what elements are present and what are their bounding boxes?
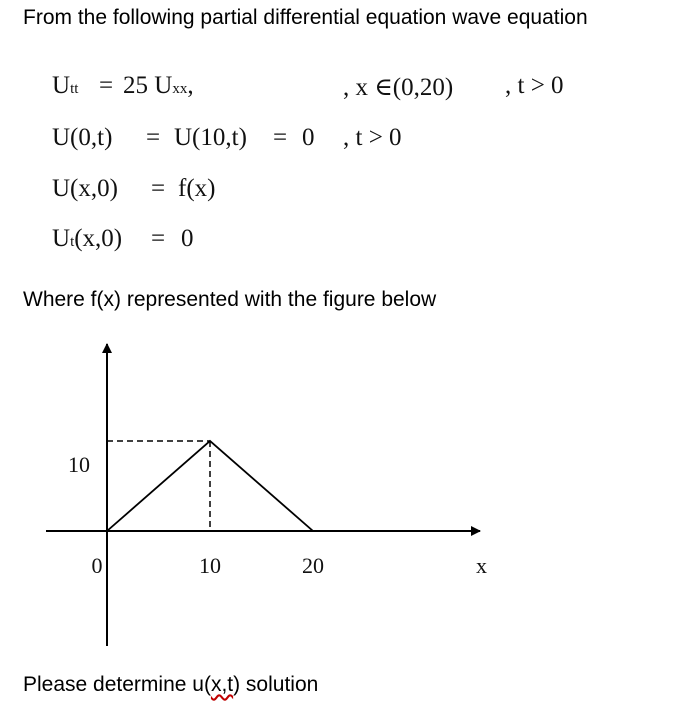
equation-4-op: =: [151, 225, 166, 252]
equation-3-op: =: [151, 175, 166, 202]
equation-2-rhs: 0: [302, 124, 315, 151]
equation-3-rhs: f(x): [178, 175, 216, 202]
equation-1-rhs: 25 Uxx,: [123, 72, 194, 99]
equation-2-op1: =: [146, 124, 161, 151]
equation-2-mid: U(10,t): [174, 124, 247, 151]
equation-1-x-domain: , x ∈(0,20): [343, 74, 454, 101]
spelling-underline: x,t: [210, 673, 234, 696]
y-tick-label-10: 10: [68, 452, 90, 477]
equation-2-lhs: U(0,t): [52, 124, 113, 151]
equation-2-op2: =: [273, 124, 288, 151]
intro-text: From the following partial differential equation wave equation: [23, 6, 588, 29]
figure-intro-text: Where f(x) represented with the figure below: [23, 288, 437, 311]
question-text: Please determine u(x,t) solution: [23, 673, 319, 696]
equation-3-lhs: U(x,0): [52, 175, 118, 202]
x-tick-label-10: 10: [199, 553, 221, 578]
equation-2-domain: , t > 0: [343, 124, 402, 151]
equation-1-t-domain: , t > 0: [505, 72, 564, 99]
equation-4-lhs: Ut(x,0): [52, 225, 123, 252]
equation-1-lhs: Utt: [52, 72, 79, 99]
x-tick-label-0: 0: [91, 553, 103, 578]
x-tick-label-20: 20: [302, 553, 324, 578]
equation-1-op: =: [99, 72, 114, 99]
equation-4-rhs: 0: [181, 225, 194, 252]
x-axis-label: x: [476, 553, 487, 578]
